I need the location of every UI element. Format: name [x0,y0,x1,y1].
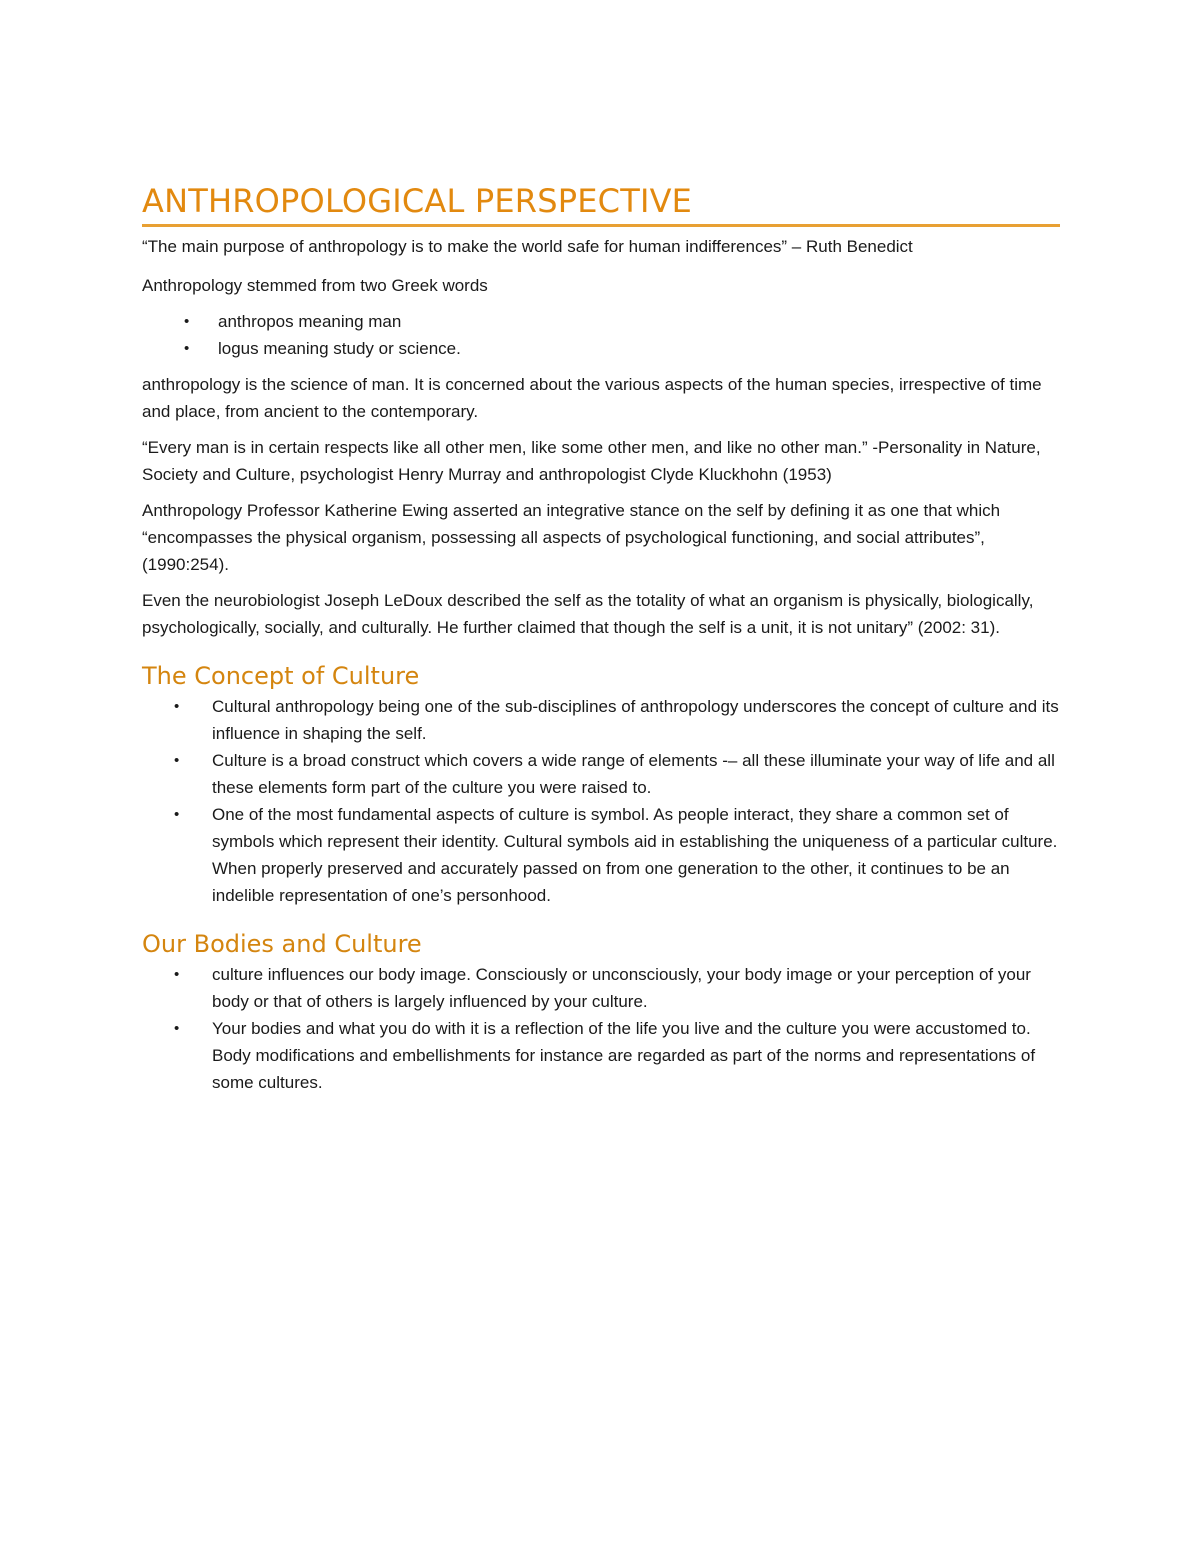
bullet-icon: • [174,698,180,715]
opening-quote: “The main purpose of anthropology is to make the world safe for human indifferences” – Ruth Benedict [142,237,913,256]
bullet-icon: • [174,1020,180,1037]
list-item [142,308,1060,335]
bullet-icon: • [174,806,180,823]
greek-words-list [142,308,1060,362]
list-item [142,1015,1060,1096]
list-item [142,335,1060,362]
list-item [142,693,1060,747]
paragraph-ledoux: Even the neurobiologist Joseph LeDoux described the self as the totality of what an organism is physically, biologically, psychologically, socially, and culturally. He further claimed that though the self is a unit, it is not unitary” (2002: 31). [142,591,1034,637]
section-heading-concept-of-culture: The Concept of Culture [142,662,420,690]
paragraph-definition: anthropology is the science of man. It is concerned about the various aspects of the human species, irrespective of time and place, from ancient to the contemporary. [142,375,1042,421]
bodies-and-culture-list [142,961,1060,1096]
paragraph-murray-quote: “Every man is in certain respects like all other men, like some other men, and like no other man.” -Personality in Nature, Society and Culture, psychologist Henry Murray and anthropologist Clyde Kluckhohn (1953) [142,438,1041,484]
list-item-text: anthropos meaning man [218,312,402,331]
document-title: ANTHROPOLOGICAL PERSPECTIVE [142,182,693,220]
list-item [142,961,1060,1015]
bullet-icon: • [184,340,190,357]
paragraph-ewing: Anthropology Professor Katherine Ewing asserted an integrative stance on the self by defining it as one that which “encompasses the physical organism, possessing all aspects of psychological functioning, and social attributes”, (1990:254). [142,501,1001,574]
section-heading-bodies-and-culture: Our Bodies and Culture [142,930,422,958]
intro-text: Anthropology stemmed from two Greek words [142,276,488,295]
document-page [142,180,1060,1105]
list-item-text: logus meaning study or science. [218,339,461,358]
bullet-icon: • [174,752,180,769]
list-item-text: Cultural anthropology being one of the sub-disciplines of anthropology underscores the concept of culture and its influence in shaping the self. [212,697,1059,743]
title-underline [142,224,1060,227]
bullet-icon: • [174,966,180,983]
list-item-text: culture influences our body image. Consciously or unconsciously, your body image or your perception of your body or that of others is largely influenced by your culture. [212,965,1031,1011]
concept-of-culture-list [142,693,1060,909]
list-item-text: Your bodies and what you do with it is a reflection of the life you live and the culture you were accustomed to. Body modifications and embellishments for instance are regarded as part of the norms and representations of some cultures. [212,1019,1036,1092]
bullet-icon: • [184,313,190,330]
list-item-text: One of the most fundamental aspects of culture is symbol. As people interact, they share a common set of symbols which represent their identity. Cultural symbols aid in establishing the uniqueness of a particular culture. When properly preserved and accurately passed on from one generation to the other, it continues to be an indelible representation of one’s personhood. [212,805,1058,905]
list-item [142,747,1060,801]
list-item-text: Culture is a broad construct which covers a wide range of elements -– all these illuminate your way of life and all these elements form part of the culture you were raised to. [212,751,1055,797]
list-item [142,801,1060,909]
